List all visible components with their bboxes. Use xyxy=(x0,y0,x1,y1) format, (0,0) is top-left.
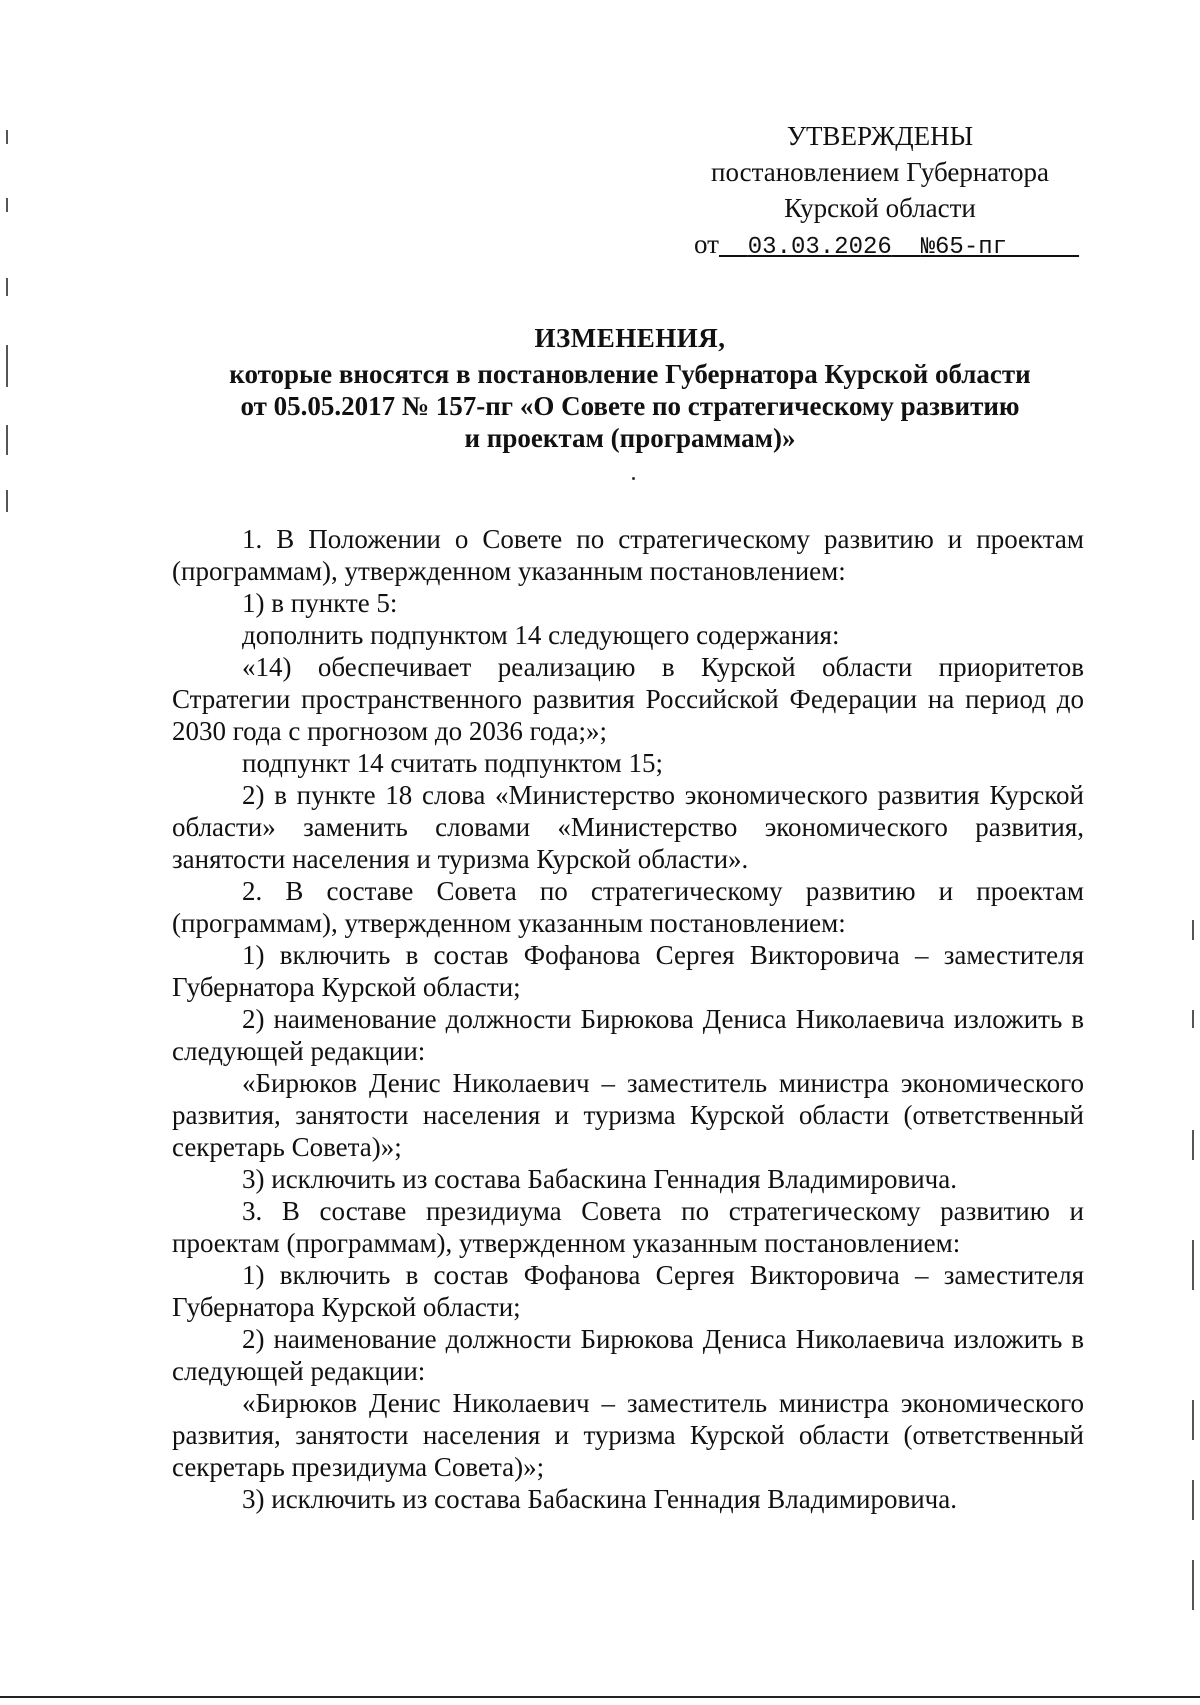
paragraph: 2) в пункте 18 слова «Министерство экономического развития Курской области» заменить словами «Министерство экономического развития, занятости населения и туризма Курской области». xyxy=(172,780,1084,874)
paragraph: 3) исключить из состава Бабаскина Геннадия Владимировича. xyxy=(242,1164,957,1194)
scan-edge-mark xyxy=(1192,1560,1194,1610)
paragraph: 2. В составе Совета по стратегическому развитию и проектам (программам), утвержденном указанным постановлением: xyxy=(172,876,1084,938)
scan-edge-mark xyxy=(6,425,8,455)
approval-date-value: 03.03.2026 xyxy=(747,234,892,261)
paragraph: 1) включить в состав Фофанова Сергея Викторовича – заместителя Губернатора Курской области; xyxy=(172,940,1084,1002)
approval-number: 65-пг xyxy=(935,234,1008,261)
paragraph: 3) исключить из состава Бабаскина Геннадия Владимировича. xyxy=(242,1484,957,1514)
scan-edge-mark xyxy=(1192,1400,1194,1440)
paragraph: 1) в пункте 5: xyxy=(242,588,398,618)
heading-title: ИЗМЕНЕНИЯ, xyxy=(534,323,726,353)
date-prefix: от xyxy=(694,229,719,259)
document-heading xyxy=(150,322,1110,454)
approval-title: УТВЕРЖДЕНЫ xyxy=(786,121,974,151)
scan-edge-mark xyxy=(1192,1240,1194,1290)
paragraph: 2) наименование должности Бирюкова Дениса Николаевича изложить в следующей редакции: xyxy=(172,1324,1084,1386)
approval-line-2: Курской области xyxy=(784,193,976,223)
approval-line-1: постановлением Губернатора xyxy=(711,157,1049,187)
scan-edge-mark xyxy=(6,345,8,387)
page-bottom-rule xyxy=(0,1696,1200,1698)
scan-dot xyxy=(632,477,635,480)
paragraph: 2) наименование должности Бирюкова Дениса Николаевича изложить в следующей редакции: xyxy=(172,1004,1084,1066)
paragraph: 1) включить в состав Фофанова Сергея Викторовича – заместителя Губернатора Курской области; xyxy=(172,1260,1084,1322)
approval-date-line xyxy=(690,226,1070,266)
approval-number-field xyxy=(921,234,1079,261)
scan-edge-mark xyxy=(1192,1480,1194,1520)
heading-line-1: которые вносятся в постановление Губернатора Курской области xyxy=(229,359,1031,389)
paragraph: «Бирюков Денис Николаевич – заместитель министра экономического развития, занятости населения и туризма Курской области (ответственный секретарь президиума Совета)»; xyxy=(172,1388,1084,1482)
scan-edge-mark xyxy=(6,198,8,212)
paragraph: 3. В составе президиума Совета по стратегическому развитию и проектам (программам), утвержденном указанным постановлением: xyxy=(172,1196,1084,1258)
paragraph: подпункт 14 считать подпунктом 15; xyxy=(242,748,663,778)
approval-block xyxy=(690,118,1070,266)
scan-edge-mark xyxy=(1192,1130,1194,1160)
heading-line-2: от 05.05.2017 № 157-пг «О Совете по стратегическому развитию xyxy=(240,391,1020,421)
paragraph: 1. В Положении о Совете по стратегическому развитию и проектам (программам), утвержденном указанным постановлением: xyxy=(172,524,1084,586)
approval-date xyxy=(719,234,921,261)
scan-edge-mark xyxy=(6,130,8,144)
heading-line-3: и проектам (программам)» xyxy=(464,423,796,453)
document-body xyxy=(172,523,1084,1515)
scan-edge-mark xyxy=(6,278,8,296)
number-prefix: № xyxy=(920,234,936,261)
scan-edge-mark xyxy=(1192,1010,1194,1028)
paragraph: «14) обеспечивает реализацию в Курской области приоритетов Стратегии пространственного развития Российской Федерации на период до 2030 года с прогнозом до 2036 года;»; xyxy=(172,652,1084,746)
paragraph: дополнить подпунктом 14 следующего содержания: xyxy=(242,620,840,650)
paragraph: «Бирюков Денис Николаевич – заместитель министра экономического развития, занятости населения и туризма Курской области (ответственный секретарь Совета)»; xyxy=(172,1068,1084,1162)
scan-edge-mark xyxy=(6,490,8,512)
scan-edge-mark xyxy=(1192,920,1194,940)
